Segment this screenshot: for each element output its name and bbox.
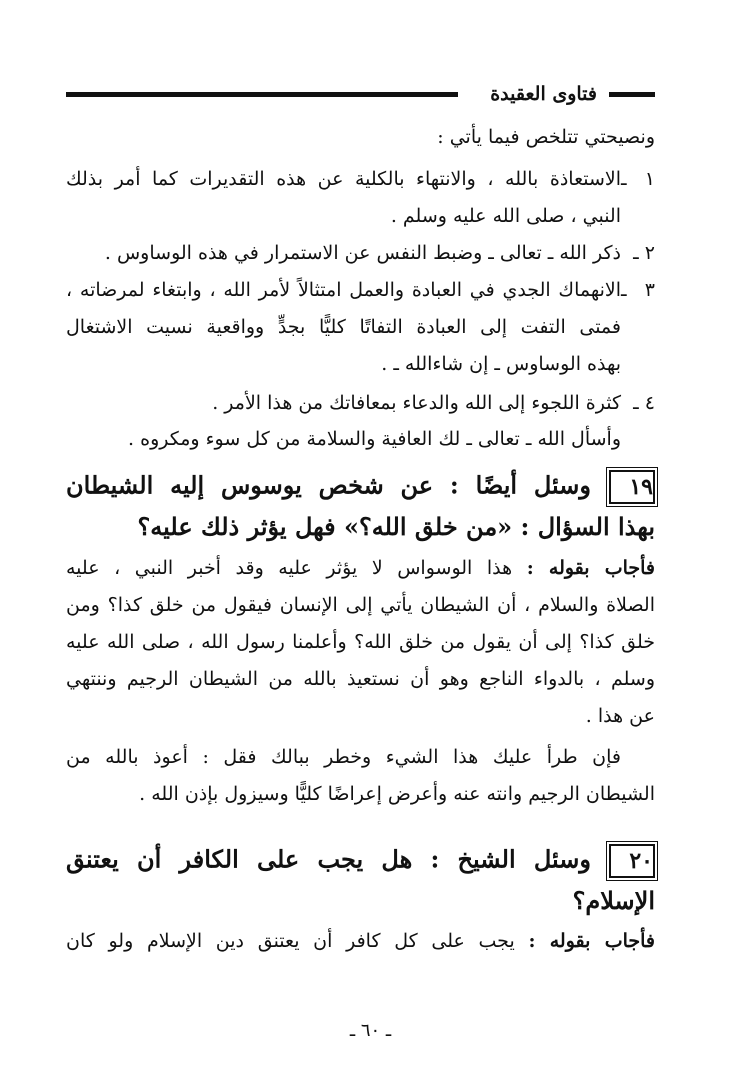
advice-item-4: ٤ ـكثرة اللجوء إلى الله والدعاء بمعافاتك من هذا الأمر . <box>212 392 655 414</box>
advice-item-1-line-1: ١ ـالاستعاذة بالله ، والانتهاء بالكلية عن هذه التقديرات كما أمر بذلك <box>66 168 655 190</box>
closing-prayer: وأسأل الله ـ تعالى ـ لك العافية والسلامة من كل سوء ومكروه . <box>128 428 621 450</box>
advice-number: ٣ ـ <box>621 279 655 301</box>
header-rule-long <box>66 92 458 97</box>
answer-19-line-3: خلق كذا؟ إلى أن يقول من خلق الله؟ وأعلمنا رسول الله ، صلى الله عليه <box>66 631 655 653</box>
page-number: ـ ٦٠ ـ <box>349 1020 392 1041</box>
question-number-box: ٢٠ <box>609 844 655 878</box>
answer-19-line-1: فأجاب بقوله : هذا الوسواس لا يؤثر عليه وقد أخبر النبي ، عليه <box>66 557 655 579</box>
advice-item-3-line-2: فمتى التفت إلى العبادة التفاتًا كليًّا بجدٍّ وواقعية نسيت الاشتغال <box>66 316 621 338</box>
advice-number: ٤ ـ <box>633 392 655 414</box>
advice-number: ١ ـ <box>621 168 655 190</box>
advice-item-2: ٢ ـذكر الله ـ تعالى ـ وضبط النفس عن الاستمرار في هذه الوساوس . <box>104 242 655 264</box>
answer-label: فأجاب بقوله : <box>526 557 655 579</box>
answer-19-para2-line-1: فإن طرأ عليك هذا الشيء وخطر ببالك فقل : أعوذ بالله من <box>66 746 621 768</box>
answer-19-para2-line-2: الشيطان الرجيم وانته عنه وأعرض إعراضًا كليًّا وسيزول بإذن الله . <box>139 783 655 805</box>
question-19-line-2: بهذا السؤال : «من خلق الله؟» فهل يؤثر ذلك عليه؟ <box>137 512 655 541</box>
advice-item-3-line-3: بهذه الوساوس ـ إن شاءالله ـ . <box>381 353 621 375</box>
advice-item-1-line-2: النبي ، صلى الله عليه وسلم . <box>390 205 621 227</box>
answer-19-line-4: وسلم ، بالدواء الناجع وهو أن نستعيذ بالله من الشيطان الرجيم وننتهي <box>66 668 655 690</box>
question-20-line-1: ٢٠وسئل الشيخ : هل يجب على الكافر أن يعتنق <box>66 844 655 878</box>
header-rule-short <box>609 92 655 97</box>
intro-line: ونصيحتي تتلخص فيما يأتي : <box>437 126 655 148</box>
question-19-line-1: ١٩وسئل أيضًا : عن شخص يوسوس إليه الشيطان <box>66 470 655 504</box>
answer-20-line-1: فأجاب بقوله : يجب على كل كافر أن يعتنق دين الإسلام ولو كان <box>66 930 655 952</box>
book-title: فتاوى العقيدة <box>490 83 597 105</box>
answer-19-line-2: الصلاة والسلام ، أن الشيطان يأتي إلى الإنسان فيقول من خلق كذا؟ ومن <box>66 594 655 616</box>
advice-number: ٢ ـ <box>633 242 655 264</box>
advice-item-3-line-1: ٣ ـالانهماك الجدي في العبادة والعمل امتثالاً لأمر الله ، وابتغاء لمرضاته ، <box>66 279 655 301</box>
running-header <box>66 80 655 108</box>
answer-19-line-5: عن هذا . <box>585 705 655 727</box>
answer-label: فأجاب بقوله : <box>528 930 655 952</box>
question-20-line-2: الإسلام؟ <box>572 886 655 915</box>
question-number-box: ١٩ <box>609 470 655 504</box>
